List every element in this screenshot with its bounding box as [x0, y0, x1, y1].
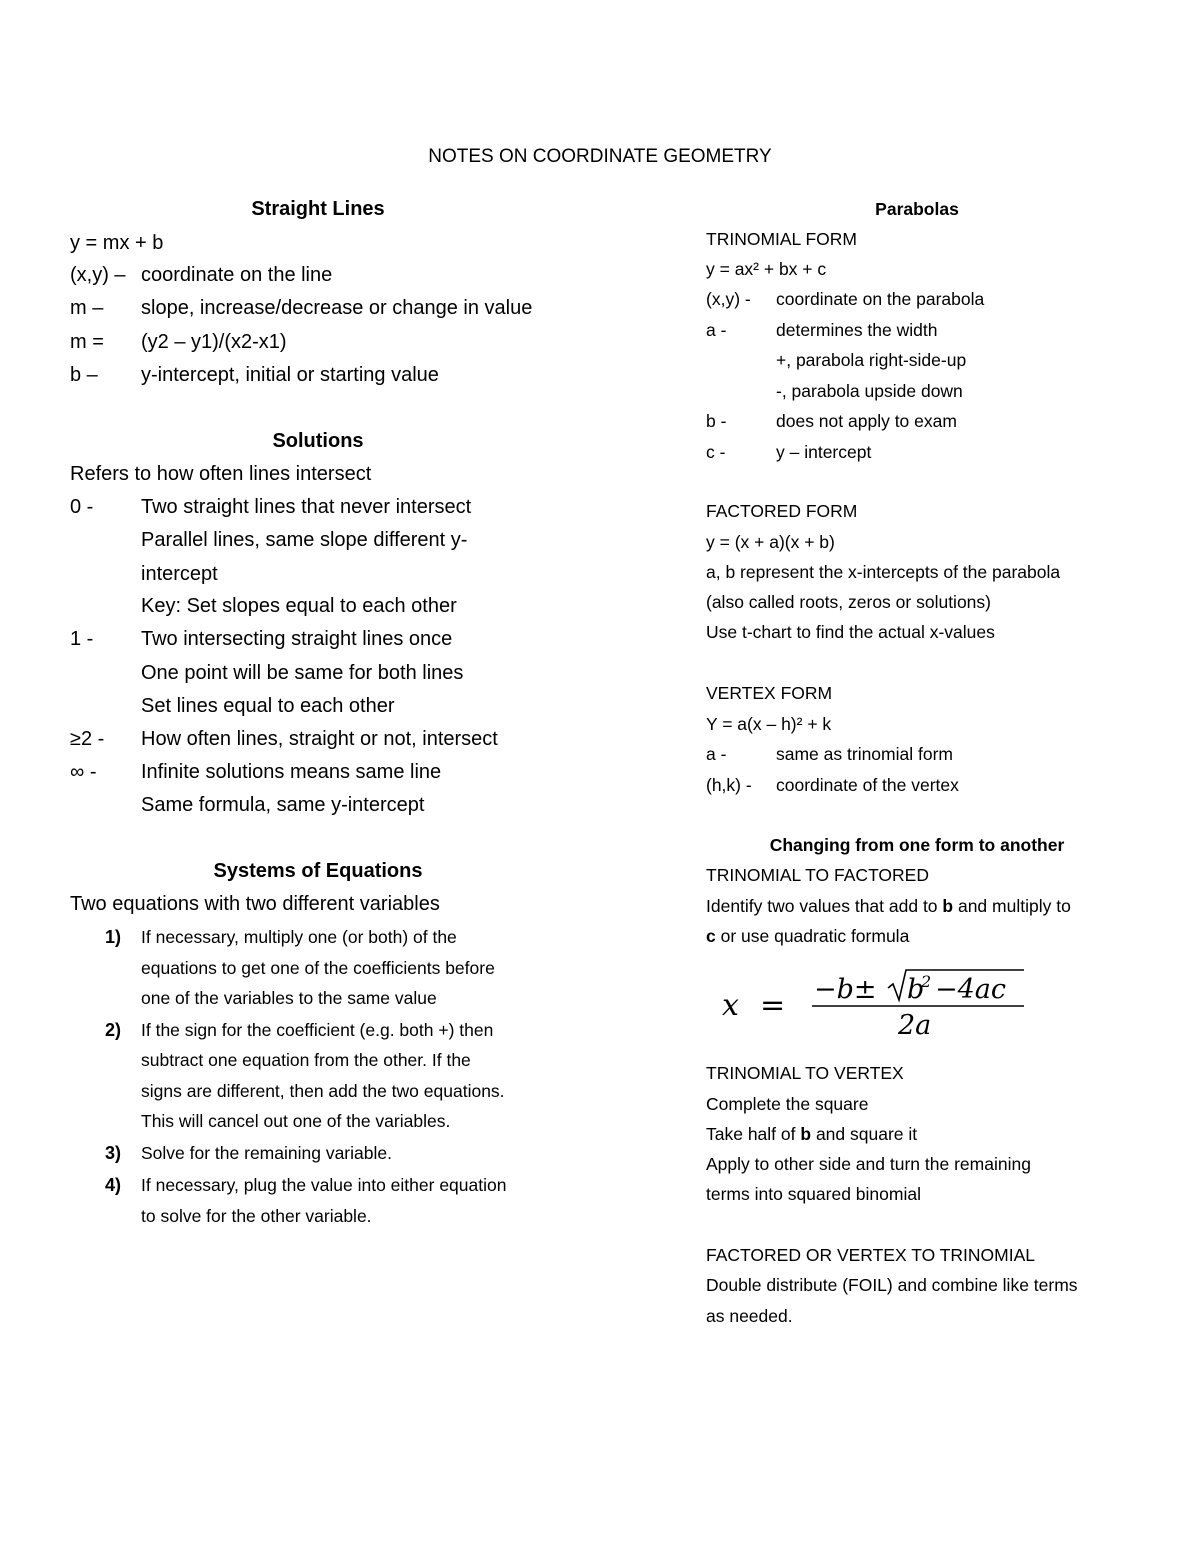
solution-0-line: intercept [141, 563, 218, 585]
t2v-label: TRINOMIAL TO VERTEX [706, 1063, 904, 1083]
solution-0-line: Parallel lines, same slope different y- [141, 529, 468, 551]
vertex-form-label: VERTEX FORM [706, 683, 833, 703]
solution-term-0: 0 - [70, 496, 94, 518]
step-number: 1) [105, 927, 122, 947]
step-2-line: signs are different, then add the two equations. [141, 1081, 505, 1101]
factored-form-label: FACTORED FORM [706, 501, 858, 521]
desc-xy: coordinate on the line [141, 264, 333, 286]
step-1-line: one of the variables to the same value [141, 988, 437, 1008]
trinomial-desc: -, parabola upside down [776, 381, 963, 401]
desc-m: slope, increase/decrease or change in value [141, 297, 533, 319]
term-m: m – [70, 297, 104, 319]
solution-0-line: Key: Set slopes equal to each other [141, 595, 457, 617]
solution-1-line: Set lines equal to each other [141, 695, 395, 717]
term-xy: (x,y) – [70, 264, 126, 286]
solution-infinite-line: Infinite solutions means same line [141, 761, 442, 783]
fv2t-line: Double distribute (FOIL) and combine like terms [706, 1275, 1078, 1295]
slope-formula: (y2 – y1)/(x2-x1) [141, 331, 287, 353]
formula-denominator: 2a [898, 1010, 932, 1040]
page-title: NOTES ON COORDINATE GEOMETRY [428, 146, 772, 167]
solution-0-line: Two straight lines that never intersect [141, 496, 472, 518]
solution-1-line: One point will be same for both lines [141, 662, 464, 684]
t2f-label: TRINOMIAL TO FACTORED [706, 865, 929, 885]
solution-term-2plus: ≥2 - [70, 728, 105, 750]
formula-equals: = [760, 988, 786, 1023]
step-1-line: equations to get one of the coefficients before [141, 958, 495, 978]
slope-intercept-equation: y = mx + b [70, 232, 164, 254]
desc-b: y-intercept, initial or starting value [141, 364, 439, 386]
t2v-line: Apply to other side and turn the remaining [706, 1154, 1031, 1174]
solution-2plus-line: How often lines, straight or not, intersect [141, 728, 498, 750]
systems-intro: Two equations with two different variables [70, 893, 440, 915]
step-2-line: subtract one equation from the other. If the [141, 1050, 471, 1070]
changing-forms-heading: Changing from one form to another [769, 835, 1065, 855]
step-number: 3) [105, 1143, 122, 1163]
trinomial-equation: y = ax² + bx + c [706, 259, 827, 279]
solution-infinite-line: Same formula, same y-intercept [141, 794, 425, 816]
trinomial-desc: determines the width [776, 320, 938, 340]
trinomial-desc: coordinate on the parabola [776, 289, 985, 309]
solution-term-infinite: ∞ - [70, 761, 97, 783]
trinomial-term: c - [706, 442, 726, 462]
term-m-formula: m = [70, 331, 104, 353]
trinomial-desc: does not apply to exam [776, 411, 957, 431]
step-1-line: If necessary, multiply one (or both) of the [141, 927, 457, 947]
solutions-heading: Solutions [272, 430, 364, 452]
trinomial-desc: +, parabola right-side-up [776, 350, 967, 370]
formula-exponent: 2 [921, 972, 932, 991]
solutions-intro: Refers to how often lines intersect [70, 463, 372, 485]
vertex-desc: same as trinomial form [776, 744, 953, 764]
factored-line: y = (x + a)(x + b) [706, 532, 835, 552]
step-3-line: Solve for the remaining variable. [141, 1143, 392, 1163]
t2v-line: terms into squared binomial [706, 1184, 921, 1204]
step-2-line: This will cancel out one of the variables. [141, 1111, 451, 1131]
fv2t-line: as needed. [706, 1306, 793, 1326]
t2f-line: c or use quadratic formula [706, 926, 910, 946]
factored-line: (also called roots, zeros or solutions) [706, 592, 991, 612]
step-number: 2) [105, 1020, 122, 1040]
parabolas-heading: Parabolas [875, 199, 959, 219]
vertex-equation: Y = a(x – h)² + k [706, 714, 832, 734]
quadratic-formula [718, 968, 1038, 1040]
trinomial-term: (x,y) - [706, 289, 751, 309]
formula-b: b [907, 974, 925, 1005]
term-b: b – [70, 364, 98, 386]
factored-line: a, b represent the x-intercepts of the parabola [706, 562, 1061, 582]
formula-4ac: −4ac [935, 974, 1007, 1005]
fv2t-label: FACTORED OR VERTEX TO TRINOMIAL [706, 1245, 1036, 1265]
vertex-term: a - [706, 744, 727, 764]
step-number: 4) [105, 1175, 122, 1195]
t2v-line: Complete the square [706, 1094, 869, 1114]
straight-lines-heading: Straight Lines [251, 198, 385, 220]
vertex-desc: coordinate of the vertex [776, 775, 959, 795]
t2f-line: Identify two values that add to b and multiply to [706, 896, 1071, 916]
formula-x: x [722, 988, 739, 1023]
trinomial-term: a - [706, 320, 727, 340]
step-2-line: If the sign for the coefficient (e.g. both +) then [141, 1020, 494, 1040]
trinomial-form-label: TRINOMIAL FORM [706, 229, 858, 249]
systems-heading: Systems of Equations [213, 860, 423, 882]
trinomial-term: b - [706, 411, 727, 431]
solution-1-line: Two intersecting straight lines once [141, 628, 453, 650]
factored-line: Use t-chart to find the actual x-values [706, 622, 995, 642]
step-4-line: to solve for the other variable. [141, 1206, 372, 1226]
formula-numerator-a: −b± [814, 974, 877, 1005]
vertex-term: (h,k) - [706, 775, 752, 795]
trinomial-desc: y – intercept [776, 442, 872, 462]
step-4-line: If necessary, plug the value into either equation [141, 1175, 507, 1195]
solution-term-1: 1 - [70, 628, 94, 650]
t2v-line: Take half of b and square it [706, 1124, 918, 1144]
